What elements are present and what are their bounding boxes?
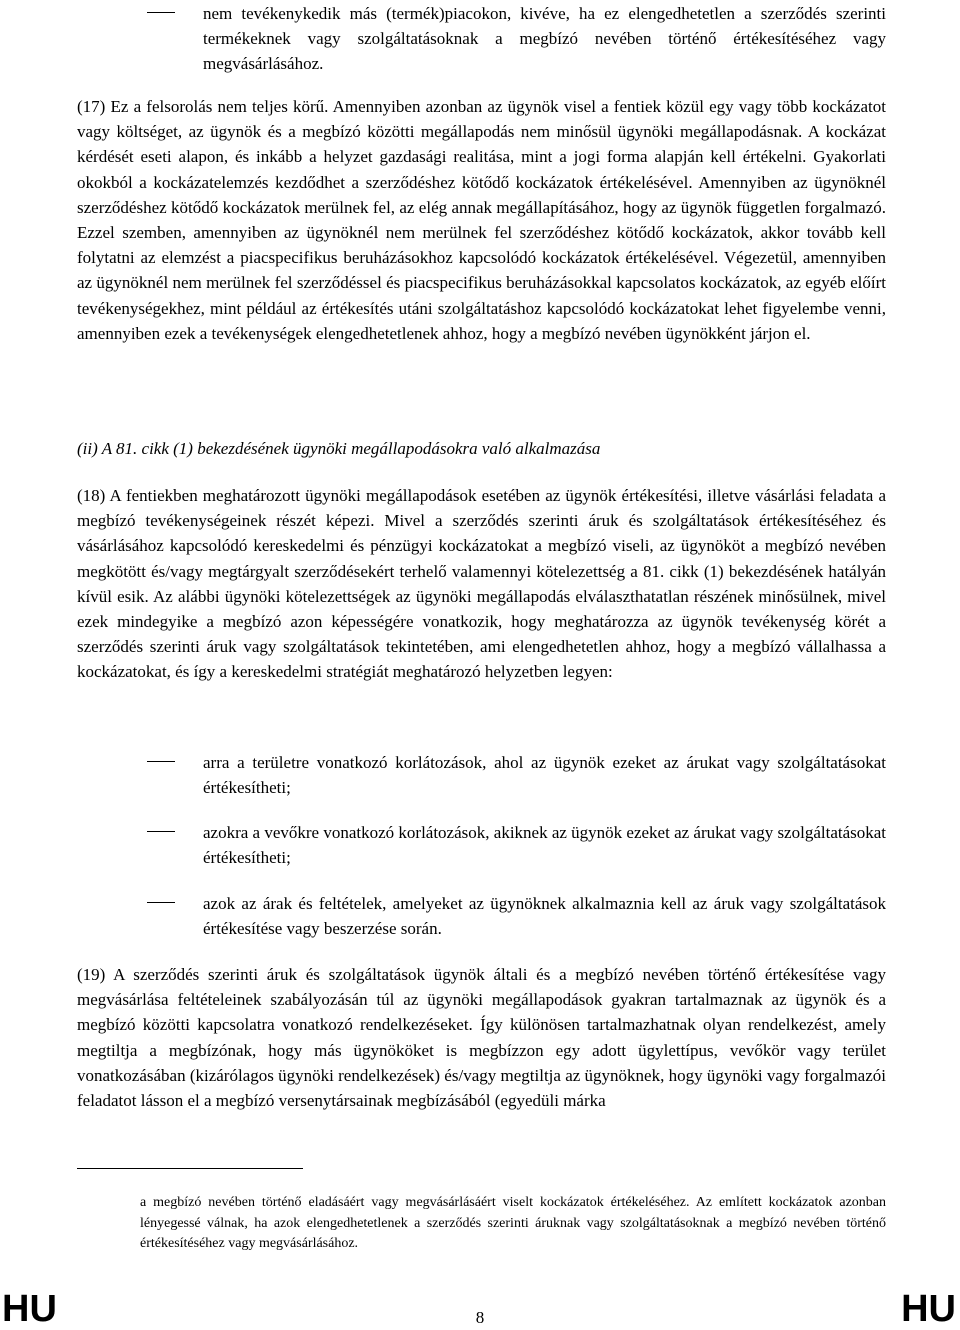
paragraph-17: (17) Ez a felsorolás nem teljes körű. Amennyiben azonban az ügynök visel a fentiek közül egy vagy több kockázatot vagy költséget, az ügynök és a megbízó közötti megállapodás nem minősül ügynöki megállapodásnak. A kockázat kérdését eseti alapon, és inkább a helyzet gazdasági realitása, mint a jogi forma alapján kell értékelni. Gyakorlati okokból a kockázatelemzés kezdődhet a szerződéshez kötődő kockázatok értékelésével. Amennyiben az ügynöknél szerződéshez kötődő kockázatok merülnek fel, az elég annak megállapításához, hogy az ügynök független forgalmazó. Ezzel szemben, amennyiben az ügynöknél nem merülnek fel szerződéshez kötődő kockázatok, akkor tovább kell folytatni az elemzést a piacspecifikus beruházásokhoz kapcsolódó kockázatok értékelésével. Végezetül, amennyiben az ügynöknél nem merülnek fel szerződéssel és piacspecifikus beruházásokkal kapcsolatos kockázatok, az egyéb előírt tevékenységekhez, mint például az értékesítés utáni szolgáltatáshoz kapcsolódó kockázatokat lehet figyelembe venni, amennyiben ezek a tevékenységek elengedhetetlenek ahhoz, hogy a megbízó nevében ügynökként járjon el. bbox=[77, 97, 886, 343]
list-item: arra a területre vonatkozó korlátozások, ahol az ügynök ezeket az árukat vagy szolgáltatásokat értékesítheti; bbox=[203, 753, 886, 798]
list-dash bbox=[147, 761, 175, 762]
paragraph-18: (18) A fentiekben meghatározott ügynöki megállapodások esetében az ügynök értékesítési, illetve vásárlási feladata a megbízó tevékenységeinek részét képezi. Mivel a szerződés szerinti áruk és szolgáltatások értékesítéséhez és vásárlásához kapcsolódó kereskedelmi és pénzügyi kockázatokat a megbízó viseli, az ügynököt a megbízó nevében megkötött és/vagy megtárgyalt szerződésekért terhelő valamennyi kötelezettség a 81. cikk (1) bekezdésének hatályán kívül esik. Az alábbi ügynöki kötelezettségek az ügynöki megállapodás elválaszthatatlan részének minősülnek, mivel ezek mindegyike a megbízó azon képességére vonatkozik, hogy meghatározza az ügynök tevékenység körét a szerződés szerinti áruk vagy szolgáltatások tekintetében, ami elengedhetetlen ahhoz, hogy a megbízó vállalhassa a kockázatokat, és így a kereskedelmi stratégiát meghatározó helyzetben legyen: bbox=[77, 486, 886, 682]
footnote-text: a megbízó nevében történő eladásáért vagy megvásárlásáért viselt kockázatok értékeléséhez. Az említett kockázatok azonban lényegessé válnak, ha azok elengedhetetlenek a szerződés szerinti áruknak vagy szolgáltatásoknak a megbízó nevében történő értékesítéséhez vagy megvásárlásához. bbox=[140, 1195, 886, 1251]
section-heading: (ii) A 81. cikk (1) bekezdésének ügynöki megállapodásokra való alkalmazása bbox=[77, 439, 601, 458]
footnote-separator bbox=[77, 1168, 303, 1169]
list-dash bbox=[147, 831, 175, 832]
footer-language-left: HU bbox=[2, 1288, 57, 1330]
list-dash bbox=[147, 12, 175, 13]
paragraph-19: (19) A szerződés szerinti áruk és szolgáltatások ügynök általi és a megbízó nevében történő értékesítése vagy megvásárlása feltételeinek szabályozásán túl az ügynöki megállapodások gyakran tartalmaznak az ügynök és a megbízó közötti kapcsolatra vonatkozó rendelkezéseket. Így különösen tartalmazhatnak olyan rendelkezést, amely megtiltja a megbízónak, hogy más ügynököket is megbízzon egy adott ügylettípus, vevőkör vagy terület vonatkozásában (kizárólagos ügynöki rendelkezések) és/vagy megtiltja az ügynöknek, hogy ügynöki vagy forgalmazói feladatot lásson el a megbízó versenytársainak megbízásából (egyedüli márka bbox=[77, 965, 886, 1111]
list-item: azokra a vevőkre vonatkozó korlátozások, akiknek az ügynök ezeket az árukat vagy szolgáltatásokat értékesítheti; bbox=[203, 823, 887, 868]
list-item-top: nem tevékenykedik más (termék)piacokon, kivéve, ha ez elengedhetetlen a szerződés szerinti termékeknek vagy szolgáltatásoknak a megbízó nevében történő értékesítéséhez vagy megvásárlásához. bbox=[203, 4, 886, 74]
list-item: azok az árak és feltételek, amelyeket az ügynöknek alkalmaznia kell az áruk vagy szolgáltatások értékesítése vagy beszerzése során. bbox=[203, 894, 886, 939]
page-number: 8 bbox=[475, 1308, 485, 1327]
list-dash bbox=[147, 902, 175, 903]
footer-language-right: HU bbox=[901, 1288, 956, 1330]
